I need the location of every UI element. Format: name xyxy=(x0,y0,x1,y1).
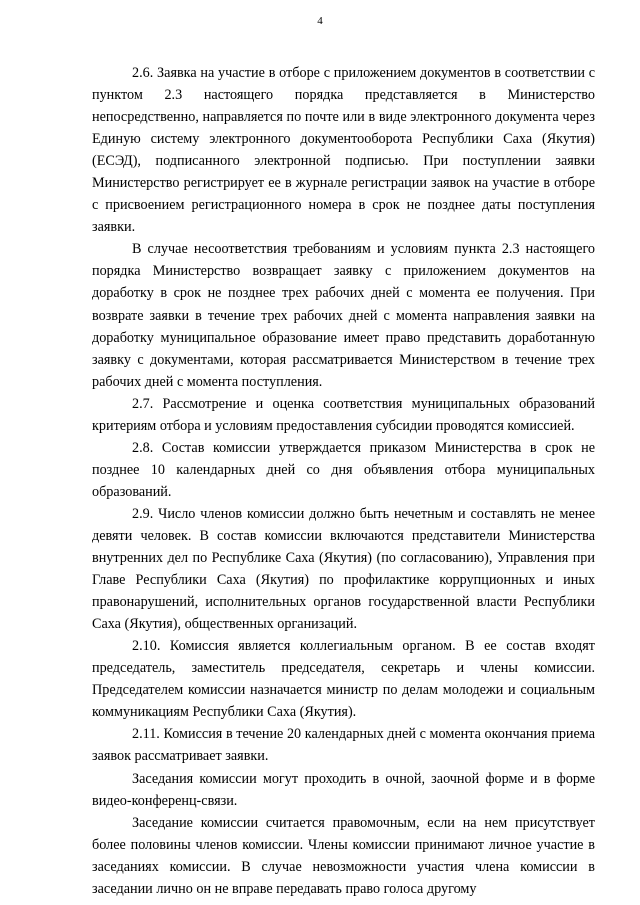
paragraph-2-11: 2.11. Комиссия в течение 20 календарных дней с момента окончания приема заявок рассматривает заявки. xyxy=(92,726,595,765)
paragraph-return-of-application: В случае несоответствия требованиям и условиям пункта 2.3 настоящего порядка Министерство возвращает заявку с приложением документов на доработку в срок не позднее трех рабочих дней с момента ее получения. При возврате заявки в течение трех рабочих дней с момента направления заявки на доработку муниципальное образование имеет право представить доработанную заявку с документами, которая рассматривается Министерством в течение трех рабочих дней с момента поступления. xyxy=(92,241,595,390)
paragraph-2-6: 2.6. Заявка на участие в отборе с приложением документов в соответствии с пунктом 2.3 настоящего порядка представляется в Министерство непосредственно, направляется по почте или в виде электронного документа через Единую систему электронного документооборота Республики Саха (Якутия) (ЕСЭД), подписанного электронной подписью. При поступлении заявки Министерство регистрирует ее в журнале регистрации заявок на участие в отборе с присвоением регистрационного номера в срок не позднее даты поступления заявки. xyxy=(92,65,595,236)
paragraph-2-7: 2.7. Рассмотрение и оценка соответствия муниципальных образований критериям отбора и условиям предоставления субсидии проводятся комиссией. xyxy=(92,395,595,434)
paragraph-meeting-forms: Заседания комиссии могут проходить в очной, заочной форме и в форме видео-конференц-связи. xyxy=(92,770,595,809)
document-body xyxy=(92,62,595,900)
paragraph-2-9: 2.9. Число членов комиссии должно быть нечетным и составлять не менее девяти человек. В состав комиссии включаются представители Министерства внутренних дел по Республике Саха (Якутия) (по согласованию), Управления при Главе Республики Саха (Якутия) по профилактике коррупционных и иных правонарушений, исполнительных органов государственной власти Республики Саха (Якутия), общественных организаций. xyxy=(92,505,595,633)
paragraph-2-8: 2.8. Состав комиссии утверждается приказом Министерства в срок не позднее 10 календарных дней со дня объявления отбора муниципальных образований. xyxy=(92,439,595,500)
paragraph-2-10: 2.10. Комиссия является коллегиальным органом. В ее состав входят председатель, заместитель председателя, секретарь и члены комиссии. Председателем комиссии назначается министр по делам молодежи и социальным коммуникациям Республики Саха (Якутия). xyxy=(92,638,595,721)
paragraph-quorum: Заседание комиссии считается правомочным, если на нем присутствует более половины членов комиссии. Члены комиссии принимают личное участие в заседаниях комиссии. В случае невозможности участия члена комиссии в заседании лично он не вправе передавать право голоса другому xyxy=(92,814,595,897)
page-number: 4 xyxy=(317,15,323,27)
